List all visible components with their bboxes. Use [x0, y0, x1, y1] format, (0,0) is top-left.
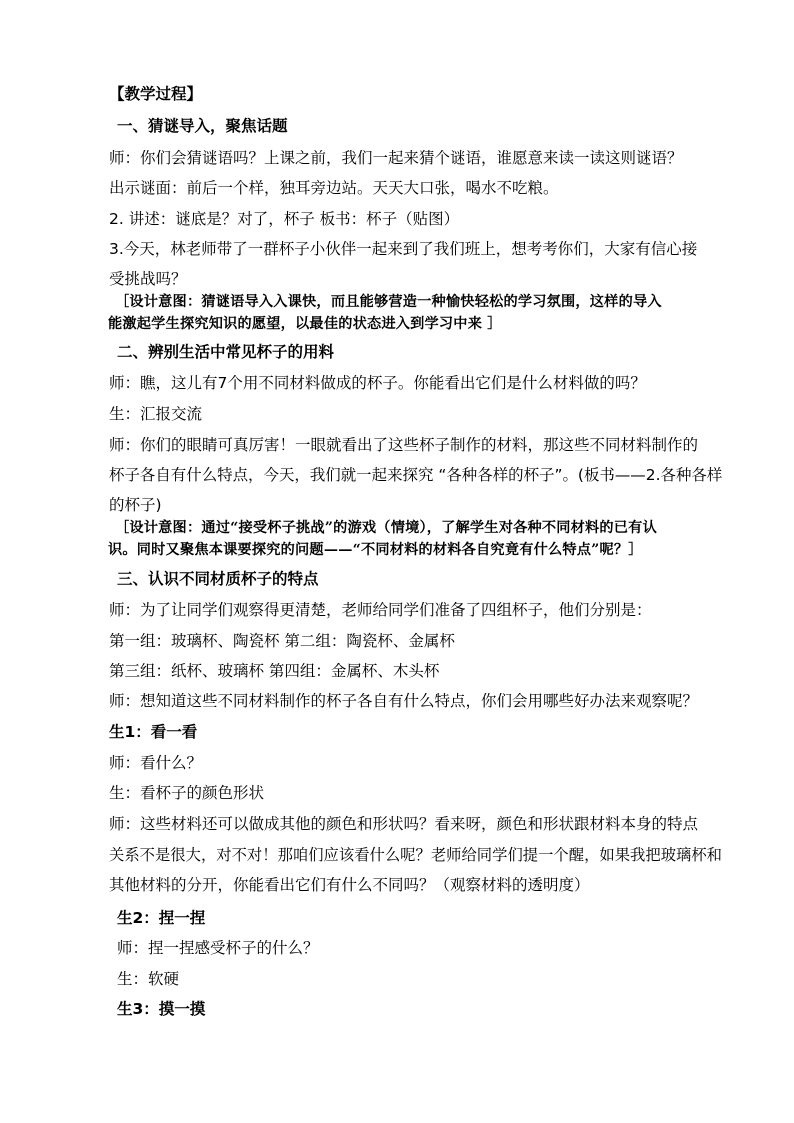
paragraph-line: 师：想知道这些不同材料制作的杯子各自有什么特点，你们会用哪些好办法来观察呢？ [109, 692, 699, 710]
paragraph-line: 生：看杯子的颜色形状 [109, 784, 265, 802]
design-intent-note: ［设计意图：通过“接受杯子挑战”的游戏（情境），了解学生对各种不同材料的已有认 [115, 520, 657, 536]
design-intent-note: 识。同时又聚焦本课要探究的问题——“不同材料的材料各自究竟有什么特点”呢？］ [108, 542, 643, 558]
design-intent-note: 能激起学生探究知识的愿望，以最佳的状态进入到学习中来 ］ [108, 316, 502, 332]
paragraph-line: 的杯子) [109, 496, 162, 514]
paragraph-line: 关系不是很大，对不对！那咱们应该看什么呢？老师给同学们提一个醒，如果我把玻璃杯和 [109, 846, 723, 864]
paragraph-line: 杯子各自有什么特点，今天，我们就一起来探究 “各种各样的杯子”。(板书——2.各种各样 [109, 466, 723, 484]
paragraph-line: 第一组：玻璃杯、陶瓷杯 第二组：陶瓷杯、金属杯 [109, 632, 455, 650]
heading-part-1: 一、猜谜导入，聚焦话题 [117, 117, 288, 135]
paragraph-line: 3.今天，林老师带了一群杯子小伙伴一起来到了我们班上，想考考你们，大家有信心接 [109, 240, 698, 258]
paragraph-line: 出示谜面：前后一个样，独耳旁边站。天天大口张，喝水不吃粮。 [109, 179, 559, 197]
paragraph-line: 师：瞧，这儿有7个用不同材料做成的杯子。你能看出它们是什么材料做的吗？ [109, 374, 646, 392]
student-response-1: 生1：看一看 [109, 723, 198, 741]
heading-part-3: 三、认识不同材质杯子的特点 [117, 570, 319, 588]
paragraph-line: 师：这些材料还可以做成其他的颜色和形状吗？看来呀，颜色和形状跟材料本身的特点 [109, 815, 699, 833]
paragraph-line: 其他材料的分开，你能看出它们有什么不同吗？（观察材料的透明度） [109, 876, 590, 894]
paragraph-line: 师：你们的眼睛可真厉害！一眼就看出了这些杯子制作的材料，那这些不同材料制作的 [109, 436, 699, 454]
section-header-teaching-process: 【教学过程】 [109, 85, 203, 103]
heading-part-2: 二、辨别生活中常见杯子的用料 [117, 343, 335, 361]
paragraph-line: 第三组：纸杯、玻璃杯 第四组：金属杯、木头杯 [109, 662, 440, 680]
paragraph-line: 受挑战吗？ [109, 270, 187, 288]
paragraph-line: 师：看什么？ [109, 754, 203, 772]
student-response-2: 生2：捏一捏 [117, 909, 206, 927]
paragraph-line: 师：你们会猜谜语吗？上课之前，我们一起来猜个谜语，谁愿意来读一读这则谜语？ [109, 149, 683, 167]
paragraph-line: 生：汇报交流 [109, 405, 203, 423]
student-response-3: 生3：摸一摸 [117, 1000, 206, 1018]
paragraph-line: 师：为了让同学们观察得更清楚，老师给同学们准备了四组杯子，他们分别是： [109, 601, 652, 619]
design-intent-note: ［设计意图：猜谜语导入入课快，而且能够营造一种愉快轻松的学习氛围，这样的导入 [115, 294, 662, 310]
paragraph-line: 2. 讲述：谜底是？对了，杯子 板书：杯子（贴图） [109, 210, 460, 228]
paragraph-line: 师：捏一捏感受杯子的什么？ [117, 939, 319, 957]
paragraph-line: 生：软硬 [117, 970, 180, 988]
